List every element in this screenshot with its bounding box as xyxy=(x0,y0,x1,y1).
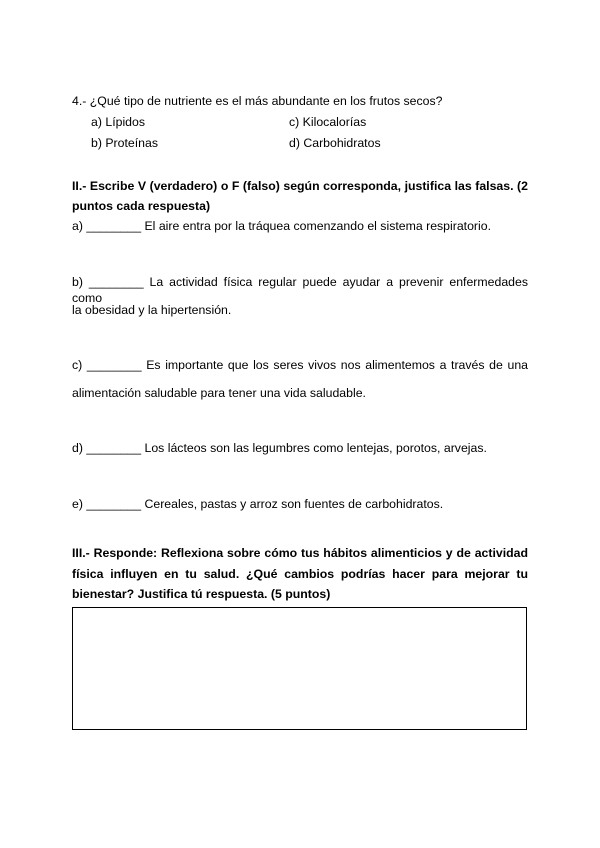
option-c: c) Kilocalorías xyxy=(289,115,367,129)
statement-b-line-1: b) ________ La actividad física regular puede ayudar a prevenir enfermedades como xyxy=(72,275,528,305)
option-b: b) Proteínas xyxy=(91,136,158,150)
section-3-heading-line-3: bienestar? Justifica tú respuesta. (5 puntos) xyxy=(72,587,331,601)
answer-box[interactable] xyxy=(72,607,527,730)
section-2-heading-line-2: puntos cada respuesta) xyxy=(72,199,211,213)
section-3-heading-line-2: física influyen en tu salud. ¿Qué cambios podrías hacer para mejorar tu xyxy=(72,567,528,581)
section-2-heading-line-1: II.- Escribe V (verdadero) o F (falso) según corresponda, justifica las falsas. (2 xyxy=(72,179,528,193)
option-a: a) Lípidos xyxy=(91,115,146,129)
option-d: d) Carbohidratos xyxy=(289,136,381,150)
statement-c-line-1: c) ________ Es importante que los seres vivos nos alimentemos a través de una xyxy=(72,358,528,372)
section-3-heading-line-1: III.- Responde: Reflexiona sobre cómo tus hábitos alimenticios y de actividad xyxy=(72,546,528,560)
statement-d: d) ________ Los lácteos son las legumbres como lentejas, porotos, arvejas. xyxy=(72,441,487,455)
statement-e: e) ________ Cereales, pastas y arroz son fuentes de carbohidratos. xyxy=(72,497,444,511)
statement-b-line-2: la obesidad y la hipertensión. xyxy=(72,303,232,317)
statement-a: a) ________ El aire entra por la tráquea comenzando el sistema respiratorio. xyxy=(72,219,492,233)
question-4-prompt: 4.- ¿Qué tipo de nutriente es el más abundante en los frutos secos? xyxy=(72,94,443,108)
statement-c-line-2: alimentación saludable para tener una vida saludable. xyxy=(72,386,366,400)
